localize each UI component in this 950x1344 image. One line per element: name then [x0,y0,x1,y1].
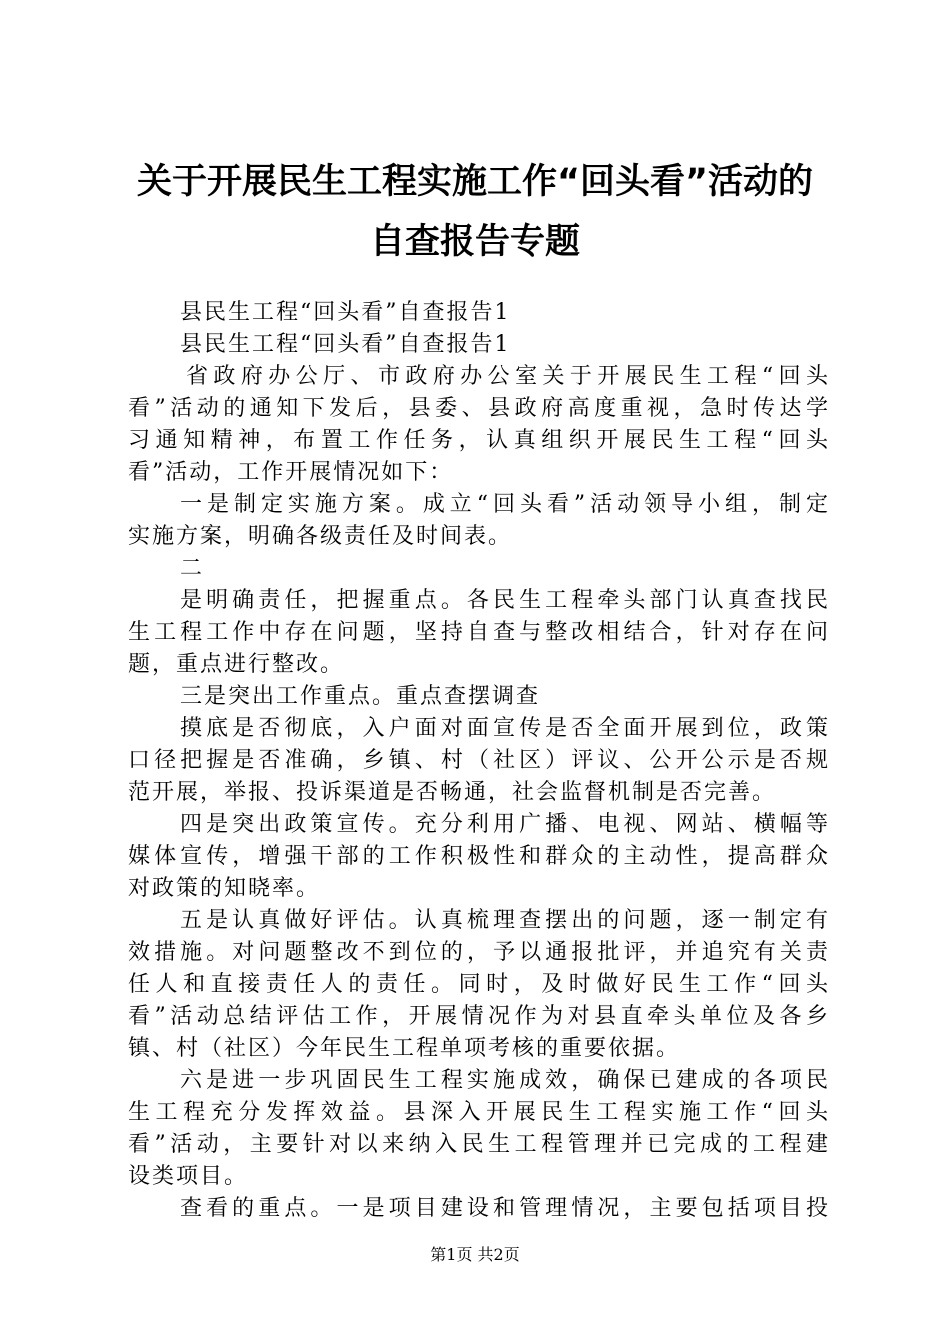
body-line: 四是突出政策宣传。充分利用广播、电视、网站、横幅等 [180,812,830,837]
document-body [128,297,830,1225]
body-line: 题，重点进行整改。 [128,652,345,677]
body-line: 查看的重点。一是项目建设和管理情况，主要包括项目投 [180,1196,830,1221]
body-line: 一是制定实施方案。成立“回头看”活动领导小组，制定 [180,492,830,517]
body-line: 口径把握是否准确，乡镇、村（社区）评议、公开公示是否规 [128,748,830,773]
body-line: 任人和直接责任人的责任。同时，及时做好民生工作“回头 [128,972,830,997]
body-line: 媒体宣传，增强干部的工作积极性和群众的主动性，提高群众 [128,844,830,869]
body-line: 范开展，举报、投诉渠道是否畅通，社会监督机制是否完善。 [128,780,777,805]
document-title-line-2: 自查报告专题 [369,222,580,262]
body-line: 五是认真做好评估。认真梳理查摆出的问题，逐一制定有 [180,908,830,933]
body-line: 看”活动，工作开展情况如下： [128,460,454,485]
body-line: 看”活动的通知下发后，县委、县政府高度重视，急时传达学 [128,396,830,421]
body-line: 县民生工程“回头看”自查报告1 [180,332,511,357]
body-line: 摸底是否彻底，入户面对面宣传是否全面开展到位，政策 [180,716,830,741]
body-line: 看”活动，主要针对以来纳入民生工程管理并已完成的工程建 [128,1132,830,1157]
body-line: 生工程充分发挥效益。县深入开展民生工程实施工作“回头 [128,1100,830,1125]
body-line: 实施方案，明确各级责任及时间表。 [128,524,513,549]
body-line: 镇、村（社区）今年民生工程单项考核的重要依据。 [128,1036,681,1061]
document-title-line-1: 关于开展民生工程实施工作“回头看”活动的 [136,162,813,202]
body-line: 省政府办公厅、市政府办公室关于开展民生工程“回头 [186,364,830,389]
body-line: 三是突出工作重点。重点查摆调查 [180,684,541,709]
body-line: 习通知精神，布置工作任务，认真组织开展民生工程“回头 [128,428,830,453]
body-line: 是明确责任，把握重点。各民生工程牵头部门认真查找民 [180,588,830,613]
body-line: 对政策的知晓率。 [128,876,321,901]
page-number-footer: 第1页 共2页 [430,1245,520,1264]
body-line: 效措施。对问题整改不到位的，予以通报批评，并追究有关责 [128,940,830,965]
body-line: 县民生工程“回头看”自查报告1 [180,300,511,325]
body-line: 生工程工作中存在问题，坚持自查与整改相结合，针对存在问 [128,620,830,645]
body-line: 六是进一步巩固民生工程实施成效，确保已建成的各项民 [180,1068,830,1093]
body-line: 二 [180,556,205,581]
body-line: 看”活动总结评估工作，开展情况作为对县直牵头单位及各乡 [128,1004,830,1029]
body-line: 设类项目。 [128,1164,249,1189]
